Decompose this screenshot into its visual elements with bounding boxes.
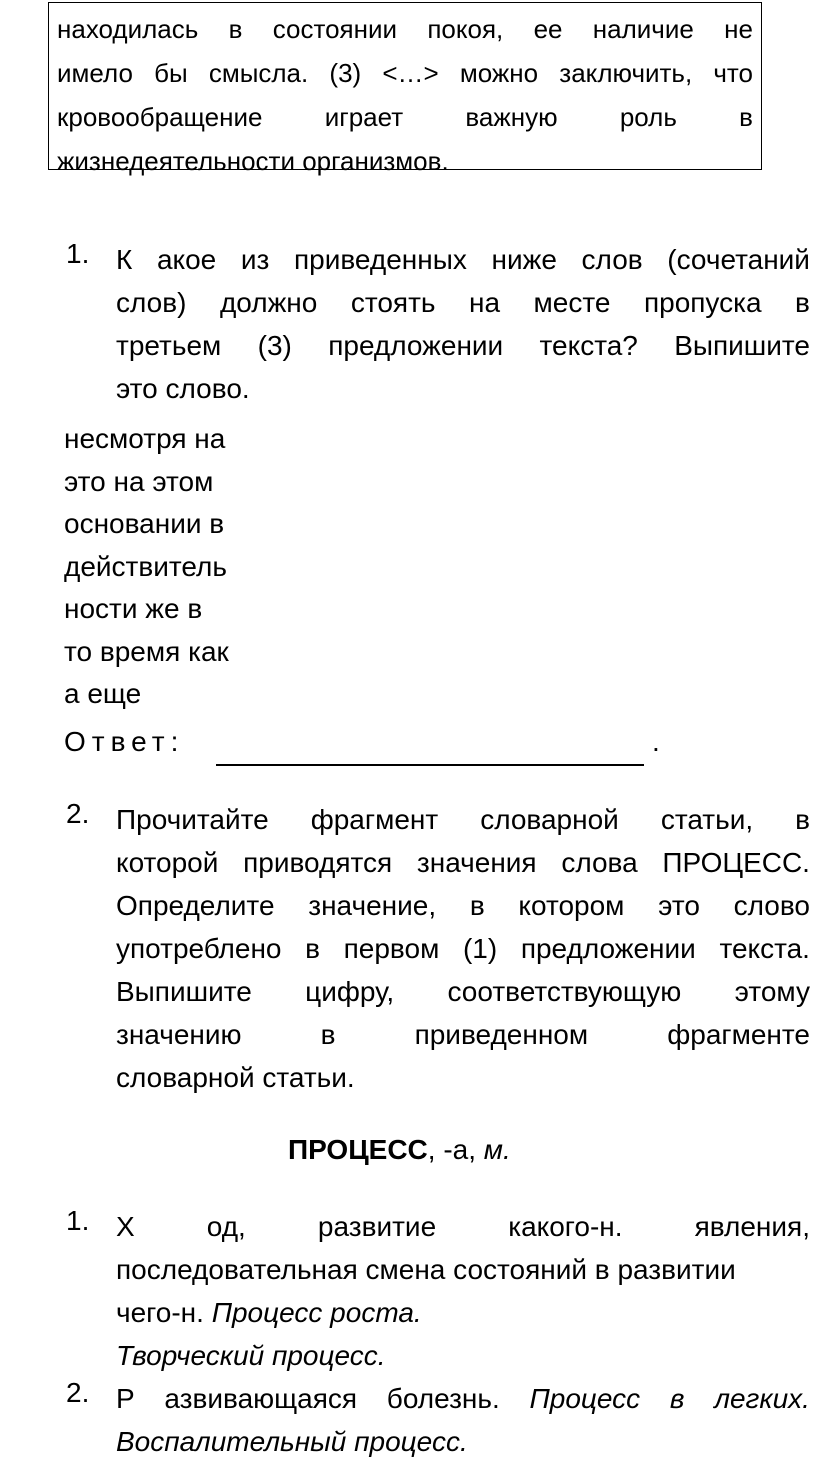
task-2-line: [116, 841, 810, 884]
word: месте: [533, 287, 611, 318]
word: акое: [156, 244, 217, 275]
word: третьем: [116, 330, 222, 361]
task-1-line: [116, 238, 810, 281]
word: какого-н.: [508, 1211, 623, 1242]
task-2-line: словарной статьи.: [116, 1062, 355, 1093]
word: пропуска: [643, 287, 762, 318]
word: Выпишите: [674, 330, 810, 361]
word: (сочетаний: [667, 244, 810, 275]
excerpt-box: [48, 2, 762, 176]
word: болезнь.: [386, 1383, 500, 1414]
word: состоянии: [272, 14, 398, 44]
option-item: а еще: [64, 678, 142, 709]
word: это: [658, 890, 700, 921]
task-2-line: [116, 884, 810, 927]
word: которой: [116, 847, 219, 878]
word: азвивающаяся: [164, 1383, 358, 1414]
task-2-number: 2.: [66, 798, 90, 829]
excerpt-line-2: [57, 51, 753, 95]
word: ПРОЦЕСС.: [662, 847, 810, 878]
word: слова: [561, 847, 638, 878]
task-1-number: 1.: [66, 238, 90, 269]
word: смысла.: [208, 58, 309, 88]
word: од,: [206, 1211, 246, 1242]
dictionary-headword-line: [288, 1134, 511, 1166]
word: употреблено: [116, 933, 282, 964]
answer-blank[interactable]: [216, 764, 644, 766]
word: Р: [116, 1383, 135, 1414]
word: роль: [619, 102, 677, 132]
task-1-options: [64, 418, 229, 716]
task-2-question: [116, 798, 810, 1099]
usage-example: Творческий процесс.: [116, 1340, 386, 1371]
word: не: [724, 14, 753, 44]
meaning-2-number: 2.: [66, 1377, 90, 1408]
word: в: [469, 890, 485, 921]
task-1-line: [116, 324, 810, 367]
task-2-line: [116, 798, 810, 841]
word: статьи,: [660, 804, 754, 835]
excerpt-line-1: [57, 7, 753, 51]
answer-label: Ответ:: [64, 726, 185, 757]
excerpt-line-4: жизнедеятельности организмов.: [57, 146, 449, 176]
word: фрагменте: [667, 1019, 810, 1050]
usage-example-word: в: [669, 1383, 685, 1414]
meaning-1-line: [116, 1291, 810, 1334]
option-item: это на этом: [64, 465, 214, 497]
word: должно: [219, 287, 318, 318]
word: в: [739, 102, 753, 132]
word: из: [240, 244, 270, 275]
word: котором: [518, 890, 625, 921]
usage-example: Воспалительный процесс.: [116, 1426, 468, 1457]
word: (3): [257, 330, 292, 361]
word: словарной: [480, 804, 619, 835]
word: наличие: [592, 14, 694, 44]
word: стоять: [350, 287, 436, 318]
word: на: [469, 287, 501, 318]
word: этому: [734, 976, 810, 1007]
word: в: [320, 1019, 336, 1050]
word: приводятся: [243, 847, 393, 878]
task-1-question: [116, 238, 810, 410]
word: ниже: [491, 244, 557, 275]
option-item: то время как: [64, 635, 229, 667]
word: слов): [116, 287, 187, 318]
word: в: [795, 287, 810, 318]
word: Определите: [116, 890, 275, 921]
task-2-line: [116, 1013, 810, 1056]
option-item: действитель: [64, 550, 227, 582]
word: в: [305, 933, 320, 964]
word: бы: [154, 58, 188, 88]
word: <…>: [382, 58, 439, 88]
word: приведенных: [294, 244, 467, 275]
answer-row: [64, 726, 764, 770]
word: фрагмент: [310, 804, 439, 835]
word: Х: [116, 1211, 135, 1242]
task-2-line: [116, 970, 810, 1013]
option-item: основании в: [64, 508, 225, 539]
meaning-1-line: последовательная смена состояний в развитии: [116, 1254, 736, 1285]
word: соответствующую: [447, 976, 682, 1007]
word: важную: [465, 102, 558, 132]
headword: ПРОЦЕСС: [288, 1134, 428, 1165]
word: текста.: [719, 933, 810, 964]
excerpt-line-3: [57, 95, 753, 139]
headword-grammar: , -а,: [427, 1134, 484, 1165]
word: в: [795, 804, 810, 835]
definition-text: чего-н.: [116, 1297, 212, 1328]
word: имело: [57, 58, 133, 88]
meaning-1-number: 1.: [66, 1205, 90, 1236]
word: предложении: [520, 933, 696, 964]
word: значение,: [308, 890, 437, 921]
word: явления,: [694, 1211, 810, 1242]
meaning-1: [116, 1205, 810, 1377]
word: что: [713, 58, 753, 88]
meaning-2: [116, 1377, 810, 1463]
word: первом: [343, 933, 440, 964]
headword-gender: м.: [483, 1134, 511, 1165]
task-1-line: это слово.: [116, 373, 250, 404]
meaning-2-line: [116, 1377, 810, 1420]
word: К: [116, 244, 133, 275]
task-2-line: [116, 927, 810, 970]
word: слово: [733, 890, 810, 921]
word: (1): [462, 933, 498, 964]
word: приведенном: [414, 1019, 589, 1050]
word: Выпишите: [116, 976, 252, 1007]
word: предложении: [328, 330, 504, 361]
meaning-1-line: [116, 1205, 810, 1248]
word: можно: [459, 58, 539, 88]
word: значения: [416, 847, 537, 878]
word: кровообращение: [57, 102, 263, 132]
word: слов: [581, 244, 643, 275]
word: в: [228, 14, 243, 44]
word: (3): [329, 58, 362, 88]
word: развитие: [317, 1211, 437, 1242]
option-item: ности же в: [64, 593, 203, 624]
word: находилась: [57, 14, 199, 44]
word: значению: [116, 1019, 242, 1050]
word: текста?: [539, 330, 638, 361]
usage-example-word: Процесс: [529, 1383, 641, 1414]
word: заключить,: [559, 58, 693, 88]
word: Прочитайте: [116, 804, 269, 835]
word: покоя,: [427, 14, 504, 44]
word: ее: [533, 14, 563, 44]
option-item: несмотря на: [64, 423, 226, 454]
word: цифру,: [305, 976, 395, 1007]
task-1-line: [116, 281, 810, 324]
usage-example-word: легких.: [714, 1383, 810, 1414]
word: играет: [324, 102, 404, 132]
usage-example: Процесс роста.: [211, 1297, 422, 1328]
answer-end-dot: .: [652, 726, 660, 757]
